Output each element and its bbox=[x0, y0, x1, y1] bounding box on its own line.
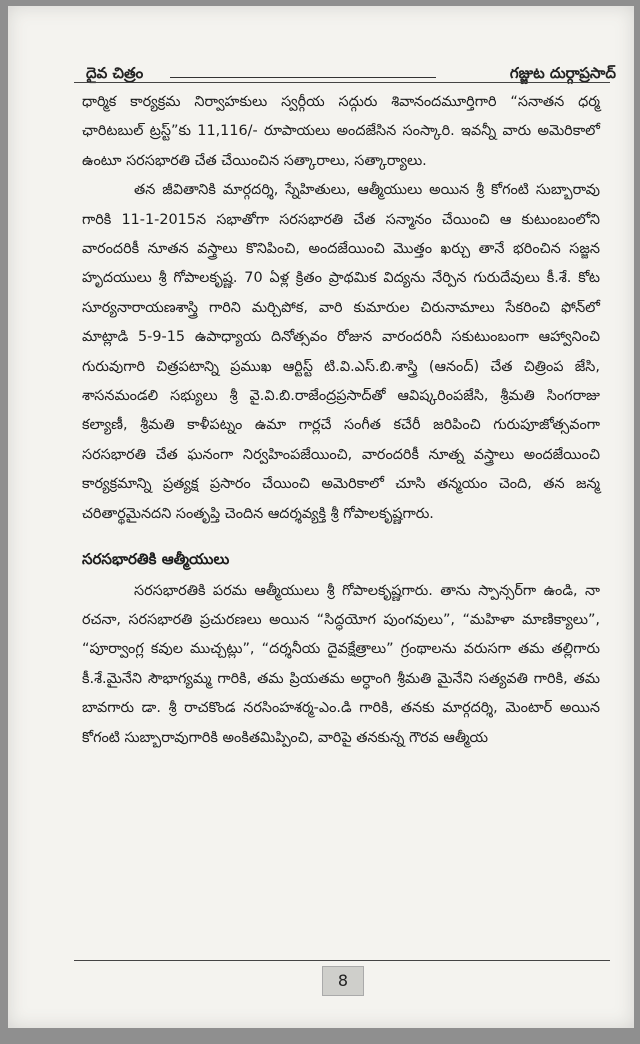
paragraph: తన జీవితానికి మార్గదర్శి, స్నేహితులు, ఆత్మీయులు అయిన శ్రీ కోగంటి సుబ్బారావు గారికి 11-1-2015న సభాతోగా సరసభారతి చేత సన్మానం చేయించి ఆ కుటుంబంలోని వారందరికీ నూతన వస్త్రాలు కొనిపించి, అందజేయించి మొత్తం ఖర్చు తానే భరించిన సజ్జన హృదయులు శ్రీ గోపాలకృష్ణ. 70 ఏళ్ల క్రితం ప్రాథమిక విద్యను నేర్పిన గురుదేవులు కీ.శే. కోట సూర్యనారాయణశాస్త్రి గారిని మర్చిపోక, వారి కుమారుల చిరునామాలు సేకరించి ఫోన్‌లో మాట్లాడి 5-9-15 ఉపాధ్యాయ దినోత్సవం రోజున వారందరినీ సకుటుంబంగా ఆహ్వానించి గురువుగారి చిత్రపటాన్ని ప్రముఖ ఆర్టిస్ట్ టి.వి.ఎస్.బి.శాస్త్రి (ఆనంద్) చేత చిత్రింప జేసి, శాసనమండలి సభ్యులు శ్రీ వై.వి.బి.రాజేంద్రప్రసాద్‌తో ఆవిష్కరింపజేసి, శ్రీమతి సింగరాజు కల్యాణీ, శ్రీమతి కాళీపట్నం ఉమా గార్లచే సంగీత కచేరీ జరిపించి గురుపూజోత్సవంగా సరసభారతి చేత ఘనంగా నిర్వహింపజేయించి, వారందరికీ నూత్న వస్త్రాలు అందజేయించి కార్యక్రమాన్ని ప్రత్యక్ష ప్రసారం చేయించి అమెరికాలో చూసి తన్మయం చెంది, తన జన్మ చరితార్థమైనదని సంతృప్తి చెందిన ఆదర్శవ్యక్తి శ్రీ గోపాలకృష్ణగారు. bbox=[82, 182, 600, 522]
paragraph-continuation: ధార్మిక కార్యక్రమ నిర్వాహకులు స్వర్గీయ సద్గురు శివానందమూర్తిగారి “సనాతన ధర్మ ఛారిటబుల్ ట్రస్ట్”కు 11,116/- రూపాయలు అందజేసిన సంస్కారి. ఇవన్నీ వారు అమెరికాలో ఉంటూ సరసభారతి చేత చేయించిన సత్కారాలు, సత్కార్యాలు. bbox=[82, 94, 600, 169]
page-body bbox=[82, 88, 600, 753]
header-rule bbox=[170, 77, 436, 78]
header-book-title: దైవ చిత్రం bbox=[86, 64, 144, 82]
page-number: 8 bbox=[322, 966, 364, 996]
header-divider bbox=[74, 82, 610, 83]
header-author: గజ్జుట దుర్గాప్రసాద్ bbox=[509, 64, 616, 82]
footer-divider bbox=[74, 960, 610, 961]
section-heading: సరసభారతికి ఆత్మీయులు bbox=[82, 550, 230, 569]
section-paragraph: సరసభారతికి పరమ ఆత్మీయులు శ్రీ గోపాలకృష్ణగారు. తాను స్పాన్సర్‌గా ఉండి, నా రచనా, సరసభారతి ప్రచురణలు అయిన “సిద్ధయోగ పుంగవులు”, “మహిళా మాణిక్యాలు”, “పూర్వాంగ్ల కవుల ముచ్చట్లు”, “దర్శనీయ దైవక్షేత్రాలు” గ్రంథాలను వరుసగా తమ తల్లిగారు కీ.శే.మైనేని సౌభాగ్యమ్మ గారికి, తమ ప్రియతమ అర్ధాంగి శ్రీమతి మైనేని సత్యవతి గారికి, తమ బావగారు డా. శ్రీ రాచకొండ నరసింహశర్మ-ఎం.డి గారికి, తనకు మార్గదర్శి, మెంటార్ అయిన కోగంటి సుబ్బారావుగారికి అంకితమిప్పించి, వారిపై తనకున్న గౌరవ ఆత్మీయ bbox=[82, 582, 600, 746]
